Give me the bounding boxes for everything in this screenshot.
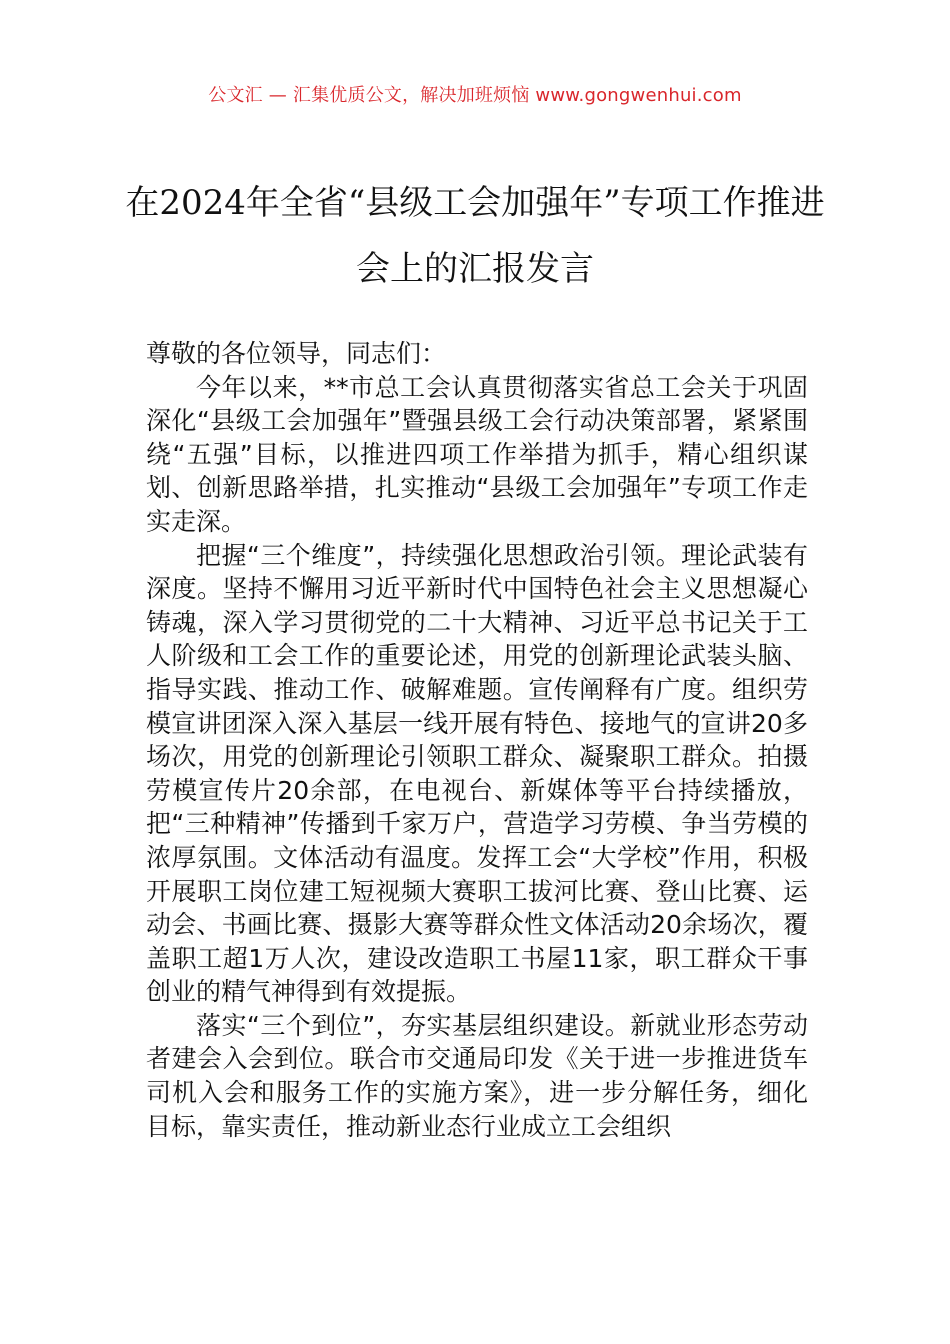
salutation: 尊敬的各位领导，同志们：	[146, 339, 447, 368]
header-banner: 公文汇 — 汇集优质公文，解决加班烦恼 www.gongwenhui.com	[208, 85, 742, 106]
paragraph-intro: 今年以来，**市总工会认真贯彻落实省总工会关于巩固深化“县级工会加强年”暨强县级工会行动决策部署，紧紧围绕“五强”目标，以推进四项工作举措为抓手，精心组织谋划、创新思路举措，扎实推动“县级工会加强年”专项工作走实走深。	[146, 372, 808, 536]
paragraph-organization-building: 落实“三个到位”，夯实基层组织建设。新就业形态劳动者建会入会到位。联合市交通局印发《关于进一步推进货车司机入会和服务工作的实施方案》，进一步分解任务，细化目标，靠实责任，推动新业态行业成立工会组织	[146, 1010, 808, 1141]
document-body	[146, 337, 808, 1143]
paragraph-political-guidance: 把握“三个维度”，持续强化思想政治引领。理论武装有深度。坚持不懈用习近平新时代中国特色社会主义思想凝心铸魂，深入学习贯彻党的二十大精神、习近平总书记关于工人阶级和工会工作的重要论述，用党的创新理论武装头脑、指导实践、推动工作、破解难题。宣传阐释有广度。组织劳模宣讲团深入深入基层一线开展有特色、接地气的宣讲20多场次，用党的创新理论引领职工群众、凝聚职工群众。拍摄劳模宣传片20余部，在电视台、新媒体等平台持续播放，把“三种精神”传播到千家万户，营造学习劳模、争当劳模的浓厚氛围。文体活动有温度。发挥工会“大学校”作用，积极开展职工岗位建工短视频大赛职工拔河比赛、登山比赛、运动会、书画比赛、摄影大赛等群众性文体活动20余场次，覆盖职工超1万人次，建设改造职工书屋11家，职工群众干事创业的精气神得到有效提振。	[146, 540, 808, 1007]
document-title: 在2024年全省“县级工会加强年”专项工作推进会上的汇报发言	[125, 183, 825, 289]
